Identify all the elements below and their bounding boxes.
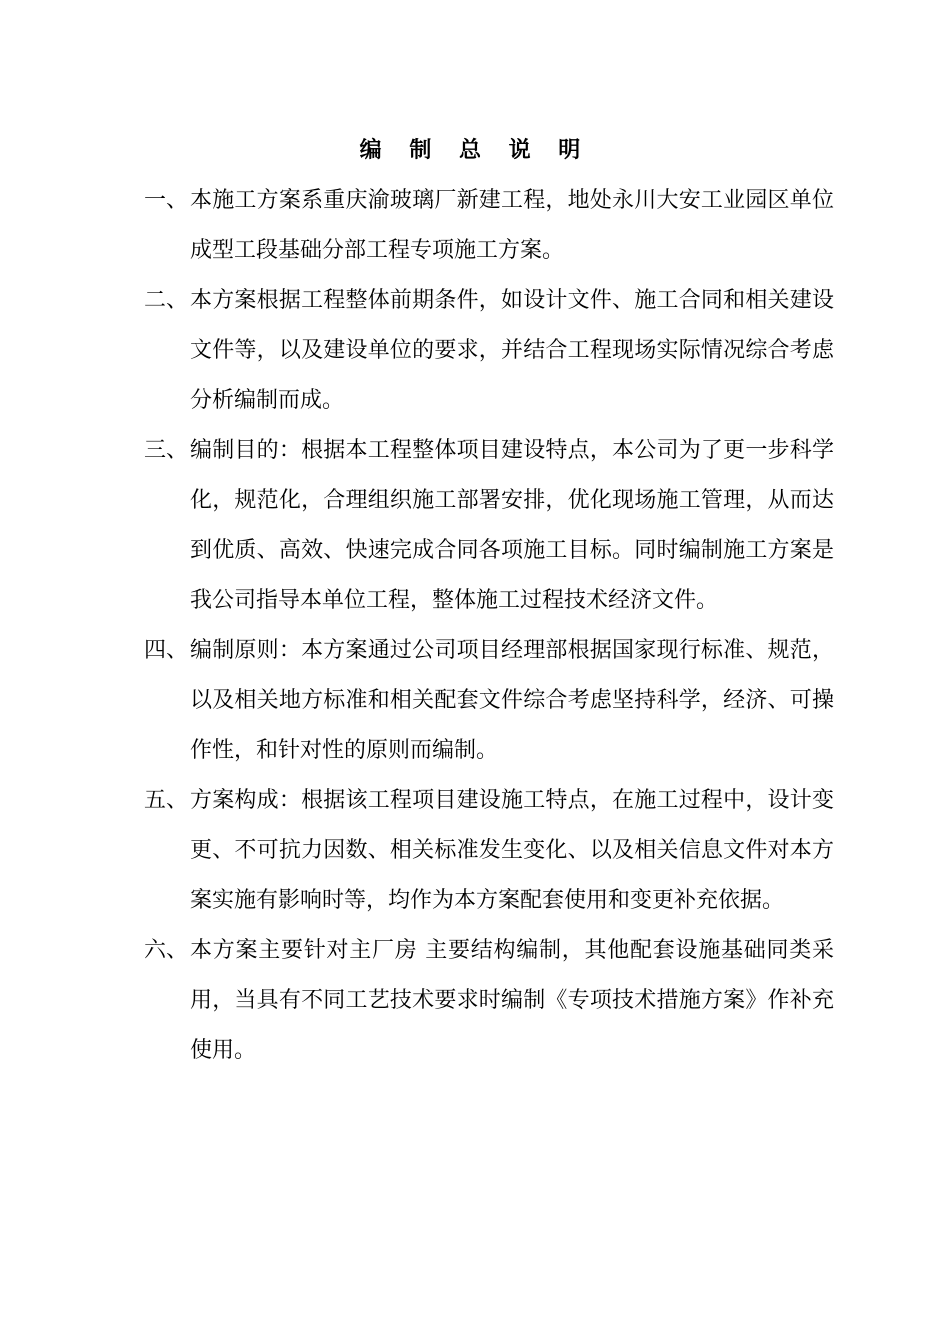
item-text: 本方案根据工程整体前期条件，如设计文件、施工合同和相关建设文件等，以及建设单位的要求，并结合工程现场实际情况综合考虑分析编制而成。 — [190, 288, 834, 413]
list-item-3 — [144, 426, 834, 626]
item-number: 二、 — [144, 288, 189, 313]
list-item-6 — [144, 926, 834, 1076]
list-item-4 — [144, 626, 834, 776]
item-text: 本方案主要针对主厂房 主要结构编制，其他配套设施基础同类采用，当具有不同工艺技术要求时编制《专项技术措施方案》作补充使用。 — [190, 938, 834, 1063]
item-text: 方案构成：根据该工程项目建设施工特点，在施工过程中，设计变更、不可抗力因数、相关标准发生变化、以及相关信息文件对本方案实施有影响时等，均作为本方案配套使用和变更补充依据。 — [190, 788, 834, 913]
item-number: 六、 — [144, 938, 189, 963]
item-number: 五、 — [144, 788, 189, 813]
document-title: 编 制 总 说 明 — [359, 138, 591, 163]
item-number: 四、 — [144, 638, 189, 663]
item-list — [144, 176, 834, 1076]
list-item-5 — [144, 776, 834, 926]
item-number: 一、 — [144, 188, 189, 213]
list-item-2 — [144, 276, 834, 426]
item-text: 编制目的：根据本工程整体项目建设特点，本公司为了更一步科学化，规范化，合理组织施工部署安排，优化现场施工管理，从而达到优质、高效、快速完成合同各项施工目标。同时编制施工方案是我公司指导本单位工程，整体施工过程技术经济文件。 — [190, 438, 834, 613]
item-number: 三、 — [144, 438, 189, 463]
item-text: 编制原则：本方案通过公司项目经理部根据国家现行标准、规范，以及相关地方标准和相关配套文件综合考虑坚持科学，经济、可操作性，和针对性的原则而编制。 — [190, 638, 834, 763]
item-text: 本施工方案系重庆渝玻璃厂新建工程，地处永川大安工业园区单位成型工段基础分部工程专项施工方案。 — [190, 188, 834, 263]
list-item-1 — [144, 176, 834, 276]
